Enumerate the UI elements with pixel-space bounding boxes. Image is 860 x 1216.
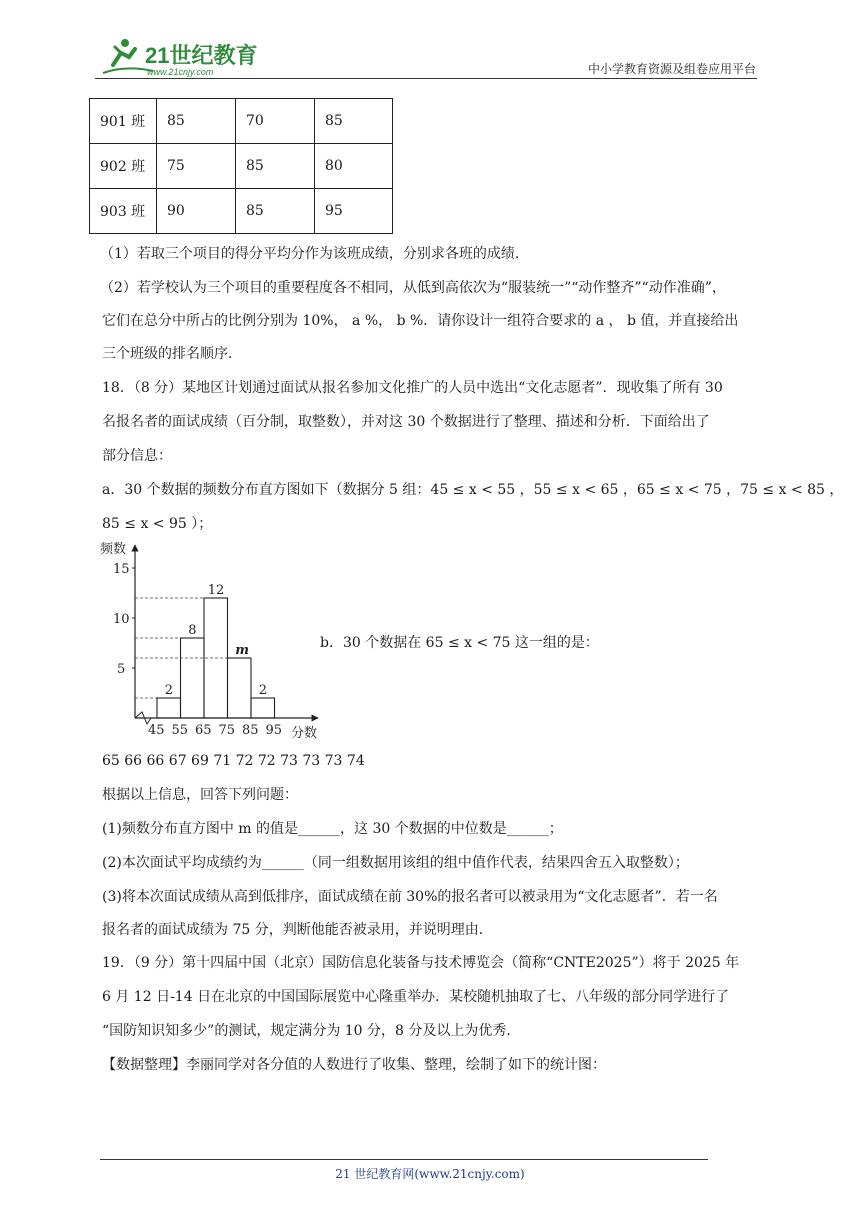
q18-a-line1: a．30 个数据的频数分布直方图如下（数据分 5 组：45 ≤ x < 55 ，55 ≤ x < 65 ，65 ≤ x < 75 ，75 ≤ x < 85 ， — [102, 482, 844, 498]
y-tick-label: 10 — [113, 612, 130, 627]
x-tick-label: 65 — [195, 723, 212, 738]
q17-part2-line3: 三个班级的排名顺序． — [102, 346, 242, 362]
header-divider — [95, 78, 757, 79]
score-table — [89, 98, 393, 234]
footer-divider — [100, 1159, 708, 1160]
bar-value-label: 2 — [258, 683, 268, 698]
q18-sub2: (2)本次面试平均成绩约为______（同一组数据用该组的组中值作代表，结果四舍五入取整数）； — [102, 855, 689, 871]
q19-line2: 6 月 12 日-14 日在北京的中国国际展览中心隆重举办．某校随机抽取了七、八年级的部分同学进行了 — [102, 989, 730, 1005]
table-cell: 85 — [157, 99, 236, 144]
q18-sub3-line2: 报名者的面试成绩为 75 分，判断他能否被录用，并说明理由． — [102, 922, 493, 938]
x-tick-label: 95 — [265, 723, 283, 738]
q17-part1: （1）若取三个项目的得分平均分作为该班成绩，分别求各班的成绩． — [100, 246, 529, 262]
q18-intro: 根据以上信息，回答下列问题： — [102, 787, 298, 803]
table-row — [90, 144, 393, 189]
x-tick-label: 45 — [148, 723, 165, 738]
q17-part2-line2: 它们在总分中所占的比例分别为 10%， a %， b %．请你设计一组符合要求的 a ， b 值，并直接给出 — [102, 313, 739, 329]
site-logo — [95, 35, 265, 80]
x-tick-label: 55 — [171, 723, 189, 738]
logo-url-text: www.21cnjy.com — [147, 67, 214, 77]
header-platform-text: 中小学教育资源及组卷应用平台 — [587, 62, 756, 76]
histogram-bar — [181, 638, 205, 718]
q18-line3: 部分信息： — [102, 448, 172, 464]
y-tick-label: 15 — [113, 562, 130, 577]
histogram-chart — [100, 537, 325, 747]
q19-line1: 19．（9 分）第十四届中国（北京）国防信息化装备与技术博览会（简称“CNTE2025”）将于 2025 年 — [102, 955, 740, 971]
bar-value-label: 2 — [164, 683, 174, 698]
table-cell: 85 — [236, 144, 315, 189]
q19-line3: “国防知识知多少”的测试，规定满分为 10 分，8 分及以上为优秀． — [102, 1023, 521, 1039]
q18-data-list: 65 66 66 67 69 71 72 72 73 73 73 74 — [102, 753, 365, 769]
histogram-bar — [228, 658, 252, 718]
histogram-bar — [251, 698, 275, 718]
q18-line2: 名报名者的面试成绩（百分制，取整数），并对这 30 个数据进行了整理、描述和分析．下面给出了 — [102, 414, 710, 430]
table-cell: 70 — [236, 99, 315, 144]
y-axis-label: 频数 — [100, 542, 127, 557]
q17-part2-line1: （2）若学校认为三个项目的重要程度各不相同，从低到高依次为“服装统一”“动作整齐”“动作准确”， — [100, 280, 726, 296]
table-cell: 903 班 — [90, 189, 157, 234]
q18-line1: 18．（8 分）某地区计划通过面试从报名参加文化推广的人员中选出“文化志愿者”．现收集了所有 30 — [102, 380, 723, 396]
histogram-bar — [157, 698, 181, 718]
q19-line4: 【数据整理】李丽同学对各分值的人数进行了收集、整理，绘制了如下的统计图： — [102, 1057, 606, 1073]
table-cell: 95 — [315, 189, 393, 234]
table-cell: 901 班 — [90, 99, 157, 144]
y-tick-label: 5 — [117, 662, 126, 677]
q18-sub1: (1)频数分布直方图中 m 的值是______，这 30 个数据的中位数是______； — [102, 821, 563, 837]
q18-b-text: b．30 个数据在 65 ≤ x < 75 这一组的是： — [320, 635, 599, 651]
x-tick-label: 85 — [242, 723, 259, 738]
bar-value-label: m — [235, 643, 250, 658]
logo-text: 21世纪教育 — [145, 43, 258, 68]
table-cell: 80 — [315, 144, 393, 189]
table-cell: 90 — [157, 189, 236, 234]
table-cell: 85 — [236, 189, 315, 234]
q18-sub3-line1: (3)将本次面试成绩从高到低排序，面试成绩在前 30%的报名者可以被录用为“文化志愿者”．若一名 — [102, 889, 718, 905]
x-axis-label: 分数 — [291, 726, 318, 741]
x-tick-label: 75 — [218, 723, 236, 738]
table-cell: 85 — [315, 99, 393, 144]
table-cell: 75 — [157, 144, 236, 189]
bar-value-label: 8 — [188, 623, 197, 638]
table-row — [90, 189, 393, 234]
table-row — [90, 99, 393, 144]
footer-text: 21 世纪教育网(www.21cnjy.com) — [335, 1167, 525, 1181]
histogram-svg — [100, 537, 325, 747]
table-cell: 902 班 — [90, 144, 157, 189]
bar-value-label: 12 — [207, 583, 225, 598]
q18-a-line2: 85 ≤ x < 95 ）； — [102, 516, 213, 532]
